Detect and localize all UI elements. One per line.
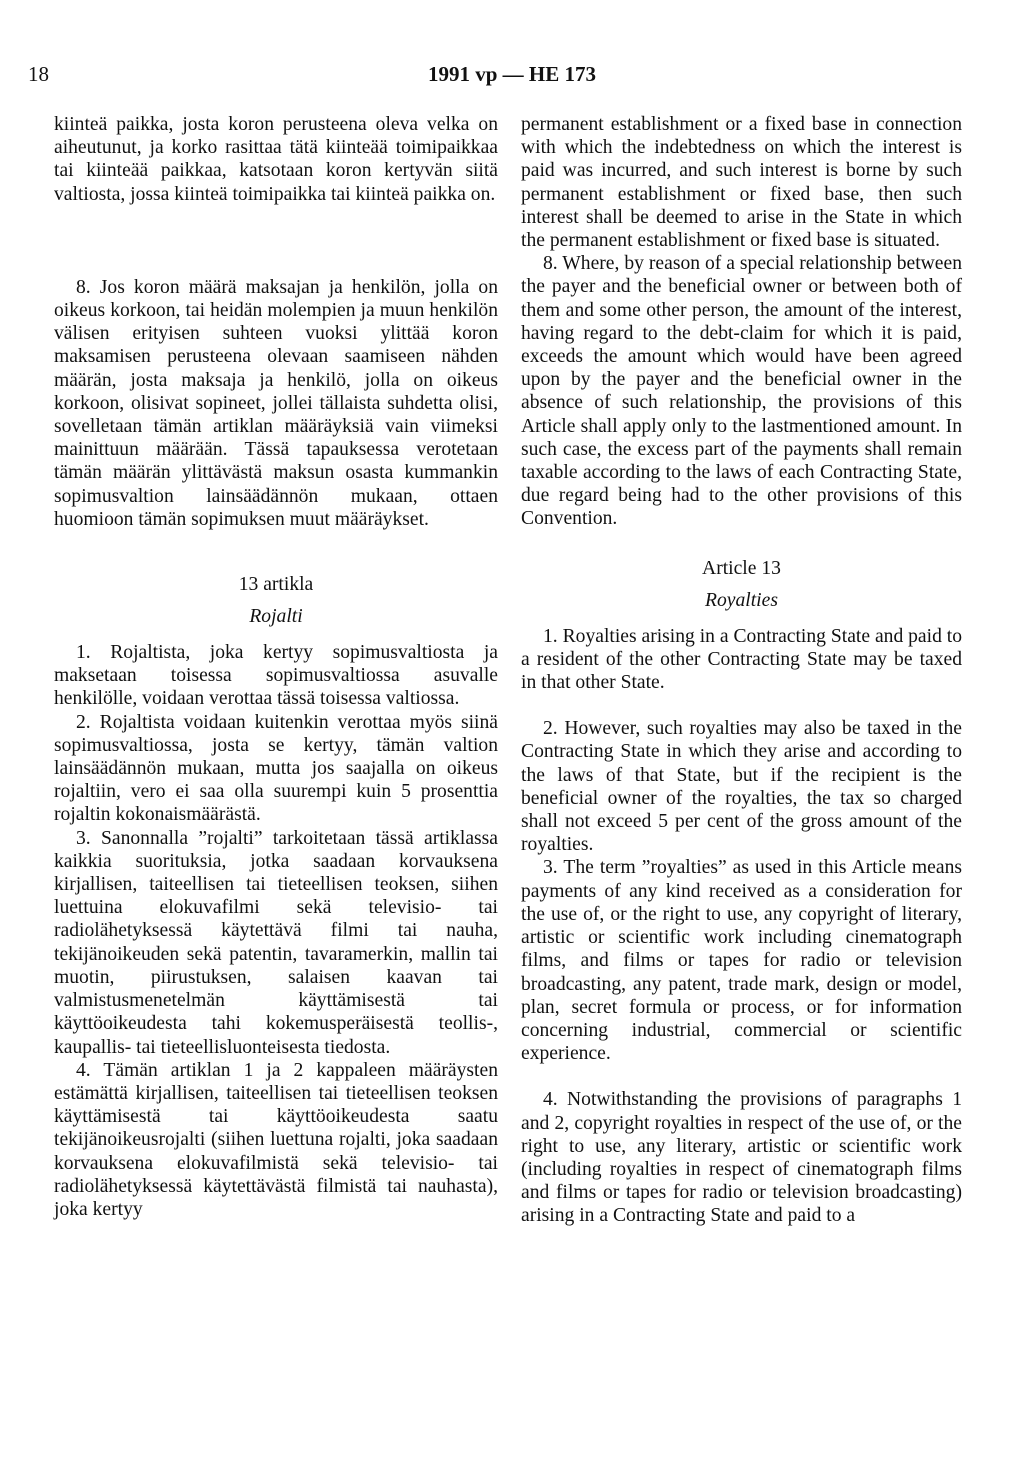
en-paragraph-8: 8. Where, by reason of a special relationship between the payer and the beneficial owner or between both of them and some other person, the amount of the interest, having regard to the debt-claim for which it is paid, exceeds the amount which would have been agreed upon by the payer and the beneficial owner in the absence of such relationship, the provisions of this Article shall apply only to the lastmentioned amount. In such case, the excess part of the payments shall remain taxable according to the laws of each Contracting State, due regard being had to the other provisions of this Convention. [521, 253, 962, 530]
en-paragraph-3: 3. The term ”royalties” as used in this Article means payments of any kind received as a consideration for the use of, or the right to use, any copyright of literary, artistic or scientific work including cinematograph films, and films or tapes for radio or television broadcasting, any patent, trade mark, design or model, plan, secret formula or process, or for information concerning industrial, commercial or scientific experience. [521, 857, 962, 1065]
en-paragraph-4: 4. Notwithstanding the provisions of paragraphs 1 and 2, copyright royalties in respect of the use of, or the right to use, any literary, artistic or scientific work (including royalties in respect of cinematograph films and films or tapes for radio or television broadcasting) arising in a Contracting State and paid to a [521, 1089, 962, 1227]
fi-paragraph-8: 8. Jos koron määrä maksajan ja henkilön, jolla on oikeus korkoon, tai heidän molempien ja muun henkilön välisen erityisen suhteen vuoksi ylittää koron maksamisen perusteena olevaan saamiseen nähden määrän, josta maksaja ja henkilö, jolla on oikeus korkoon, olisivat sopineet, jollei tällaista suhdetta olisi, sovelletaan tämän artiklan määräyksiä vain viimeksi mainittuun määrään. Tässä tapauksessa verotetaan tämän määrän ylittävästä maksun osasta kummankin sopimusvaltion lainsäädännön mukaan, ottaen huomioon tämän sopimuksen muut määräykset. [54, 276, 498, 530]
finnish-column [54, 113, 498, 1221]
fi-article-heading: 13 artikla [238, 574, 314, 596]
fi-paragraph-4: 4. Tämän artiklan 1 ja 2 kappaleen määräysten estämättä kirjallisen, taiteellisen tai tieteellisen teoksen käyttämisestä tai käyttöoikeudesta saatu tekijänoikeusrojalti (siihen luettuna rojalti, joka saadaan korvauksena elokuvafilmistä sekä televisio- tai radiolähetyksessä käytettävästä filmistä tai nauhasta), joka kertyy [54, 1059, 498, 1220]
en-paragraph-1: 1. Royalties arising in a Contracting State and paid to a resident of the other Contracting State may be taxed in that other State. [521, 625, 963, 694]
page-number: 18 [28, 62, 49, 86]
fi-paragraph-2: 2. Rojaltista voidaan kuitenkin verottaa myös siinä sopimusvaltiossa, josta se kertyy, tämän valtion lainsäädännön mukaan, mutta jos saajalla on oikeus rojaltiin, vero ei saa olla suurempi kuin 5 prosenttia rojaltin kokonaismäärästä. [54, 711, 498, 826]
english-column [521, 113, 962, 1228]
fi-paragraph-1: 1. Rojaltista, joka kertyy sopimusvaltiosta ja maksetaan toisessa sopimusvaltiossa asuvalle henkilölle, voidaan verottaa tässä toisessa valtiossa. [54, 642, 498, 710]
fi-continued-paragraph: kiinteä paikka, josta koron perusteena oleva velka on aiheutunut, ja korko rasittaa tätä kiinteää toimipaikkaa tai kiinteää paikkaa, katsotaan koron kertyvän siitä valtiosta, jossa kiinteä toimipaikka tai kiinteä paikka on. [54, 114, 498, 205]
page-header [0, 62, 1024, 92]
en-continued-paragraph: permanent establishment or a fixed base in connection with which the indebtedness on which the interest is paid was incurred, and such interest is borne by such permanent establishment or fixed base, then such interest shall be deemed to arise in the State in which the permanent establishment or fixed base is situated. [521, 114, 962, 252]
en-article-heading: Article 13 [702, 557, 781, 579]
en-article-title: Royalties [705, 589, 778, 611]
fi-article-title: Rojalti [249, 606, 303, 628]
en-paragraph-2: 2. However, such royalties may also be taxed in the Contracting State in which they arise and according to the laws of that State, but if the recipient is the beneficial owner of the royalties, the tax so charged shall not exceed 5 per cent of the gross amount of the royalties. [521, 718, 962, 856]
fi-paragraph-3: 3. Sanonnalla ”rojalti” tarkoitetaan tässä artiklassa kaikkia suorituksia, jotka saadaan korvauksena kirjallisen, taiteellisen tai tieteellisen teoksen, siihen luettuina elokuvafilmi sekä televisio- tai radiolähetyksessä käytettävä filmi tai nauha, tekijänoikeuden sekä patentin, tavaramerkin, mallin tai muotin, piirustuksen, salaisen kaavan tai valmistusmenetelmän käyttämisestä tai käyttöoikeudesta tahi kokemusperäisestä teollis-, kaupallis- tai tieteellisluonteisesta tiedosta. [54, 827, 498, 1058]
running-title: 1991 vp — HE 173 [427, 62, 597, 86]
